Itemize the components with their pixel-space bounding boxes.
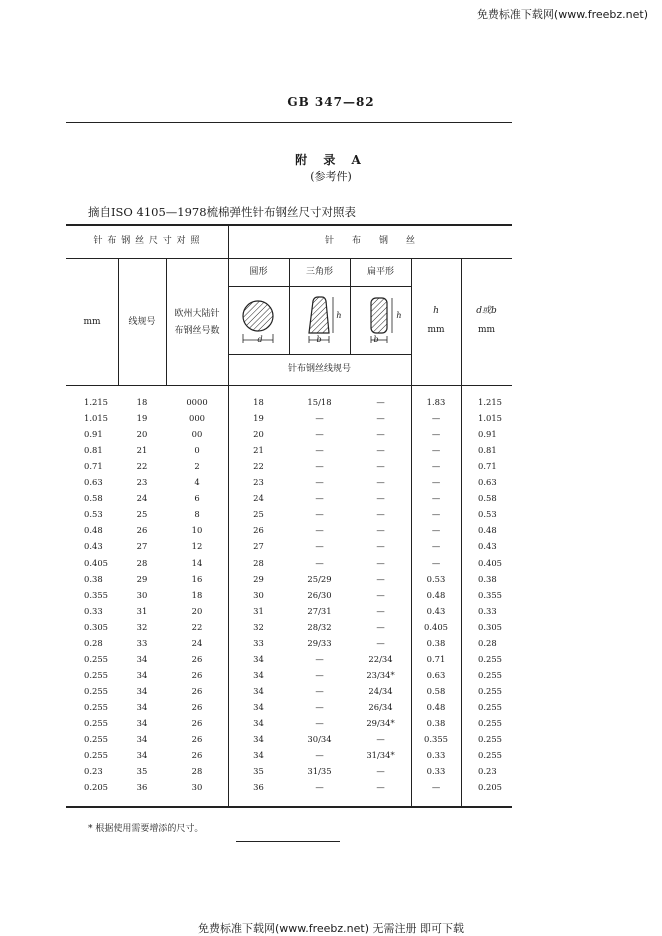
diagram-b-label-triangle: b xyxy=(316,335,322,344)
h-cell: 0.58 xyxy=(426,685,446,696)
gauge-no-cell: 34 xyxy=(136,669,148,680)
european-gauge-cell: 00 xyxy=(191,429,203,440)
dorb-cell: 0.28 xyxy=(478,637,497,648)
wire-gauge-cell: 23 xyxy=(253,477,264,488)
triangle-cell: 29/33 xyxy=(307,637,332,648)
wire-gauge-cell: 34 xyxy=(253,701,264,712)
flat-cell: 23/34* xyxy=(366,669,395,680)
mm-cell: 1.215 xyxy=(84,397,108,407)
wire-gauge-cell: 34 xyxy=(253,718,264,728)
dorb-cell: 1.215 xyxy=(478,397,502,407)
gauge-no-cell: 34 xyxy=(136,718,148,728)
triangle-cell: — xyxy=(315,669,324,680)
group-header-right: 针 布 钢 丝 xyxy=(324,236,415,246)
wire-gauge-cell: 31 xyxy=(253,605,264,616)
col-rule-7 xyxy=(461,258,462,806)
wire-gauge-cell: 25 xyxy=(253,509,264,520)
dorb-cell: 0.43 xyxy=(478,541,497,552)
h-cell: — xyxy=(431,557,441,568)
h-cell: 0.33 xyxy=(426,766,446,777)
h-cell: — xyxy=(431,413,441,424)
european-gauge-cell: 10 xyxy=(191,525,203,536)
dorb-cell: 0.71 xyxy=(478,461,497,472)
european-gauge-cell: 0 xyxy=(194,445,200,456)
diagram-d-label: d xyxy=(257,335,263,344)
flat-cell: — xyxy=(376,605,385,616)
diagram-h-label-flat: h xyxy=(396,311,402,320)
dorb-cell: 0.255 xyxy=(478,685,502,696)
triangle-cell: — xyxy=(315,782,324,793)
gauge-no-cell: 36 xyxy=(136,782,148,793)
dorb-cell: 0.305 xyxy=(478,621,502,632)
flat-cell: — xyxy=(376,557,385,568)
table-caption: 摘自ISO 4105—1978梳棉弹性针布钢丝尺寸对照表 xyxy=(88,205,357,219)
wire-gauge-cell: 30 xyxy=(253,589,264,600)
gauge-no-cell: 34 xyxy=(136,750,148,761)
gauge-no-cell: 34 xyxy=(136,701,148,712)
flat-cell: — xyxy=(376,445,385,456)
triangle-cell: — xyxy=(315,718,324,728)
h-symbol: h xyxy=(433,306,439,316)
mm-cell: 0.255 xyxy=(84,718,108,728)
h-cell: 0.48 xyxy=(426,701,446,712)
dorb-cell: 0.63 xyxy=(478,477,497,488)
triangle-cell: — xyxy=(315,477,324,488)
mm-cell: 0.405 xyxy=(84,557,108,568)
mm-cell: 0.255 xyxy=(84,750,108,761)
european-gauge-cell: 26 xyxy=(191,718,203,728)
european-gauge-cell: 18 xyxy=(191,589,203,600)
european-gauge-cell: 20 xyxy=(191,605,203,616)
triangle-cell: — xyxy=(315,493,324,504)
mm-cell: 0.255 xyxy=(84,734,108,745)
european-gauge-cell: 16 xyxy=(191,573,203,584)
h-cell: — xyxy=(431,429,441,440)
mm-cell: 1.015 xyxy=(84,413,108,424)
gauge-no-cell: 25 xyxy=(136,509,148,520)
dorb-cell: 0.58 xyxy=(478,493,497,504)
dorb-unit: mm xyxy=(477,325,496,335)
mm-header: mm xyxy=(83,317,101,327)
wire-gauge-no-header: 针布钢丝线规号 xyxy=(287,364,351,374)
mm-cell: 0.255 xyxy=(84,701,108,712)
dorb-cell: 0.81 xyxy=(478,445,497,456)
h-cell: 0.355 xyxy=(424,734,448,745)
gauge-no-cell: 31 xyxy=(136,605,148,616)
mm-cell: 0.48 xyxy=(84,525,103,536)
european-gauge-cell: 28 xyxy=(191,766,203,777)
mm-cell: 0.33 xyxy=(84,605,103,616)
header-rule xyxy=(66,122,512,123)
wire-gauge-cell: 18 xyxy=(253,397,264,407)
mm-cell: 0.63 xyxy=(84,477,103,488)
gauge-no-cell: 24 xyxy=(136,493,148,504)
mm-cell: 0.255 xyxy=(84,653,108,664)
mm-cell: 0.23 xyxy=(84,766,103,777)
wire-gauge-cell: 29 xyxy=(253,573,264,584)
mm-cell: 0.91 xyxy=(84,429,103,440)
round-header: 圆形 xyxy=(249,267,268,277)
triangle-cell: 27/31 xyxy=(307,605,332,616)
gauge-no-cell: 20 xyxy=(136,429,148,440)
h-cell: 0.43 xyxy=(426,605,446,616)
flat-cell: — xyxy=(376,734,385,745)
dorb-cell: 0.255 xyxy=(478,653,502,664)
dorb-cell: 0.48 xyxy=(478,525,497,536)
mm-cell: 0.81 xyxy=(84,445,103,456)
triangle-cell: 15/18 xyxy=(307,397,332,407)
triangle-cell: — xyxy=(315,509,324,520)
table-top-rule xyxy=(66,224,512,226)
gauge-no-cell: 35 xyxy=(136,766,148,777)
gauge-no-cell: 32 xyxy=(136,621,148,632)
european-gauge-cell: 26 xyxy=(191,669,203,680)
wire-gauge-cell: 28 xyxy=(253,557,264,568)
diagram-h-label-triangle: h xyxy=(336,311,342,320)
gauge-no-cell: 30 xyxy=(136,589,148,600)
wire-gauge-cell: 34 xyxy=(253,750,264,761)
wire-gauge-cell: 27 xyxy=(253,541,264,552)
european-gauge-cell: 24 xyxy=(191,637,203,648)
h-cell: 0.33 xyxy=(426,750,446,761)
mm-cell: 0.355 xyxy=(84,589,108,600)
wire-gauge-cell: 24 xyxy=(253,493,264,504)
european-gauge-cell: 30 xyxy=(191,782,203,793)
dorb-cell: 0.255 xyxy=(478,718,502,728)
flat-cell: — xyxy=(376,397,385,407)
gauge-no-cell: 27 xyxy=(136,541,148,552)
european-gauge-cell: 26 xyxy=(191,701,203,712)
h-cell: 1.83 xyxy=(426,397,446,407)
triangle-cell: 31/35 xyxy=(307,766,332,777)
wire-gauge-cell: 20 xyxy=(253,429,264,440)
european-gauge-cell: 14 xyxy=(191,557,203,568)
wire-gauge-cell: 21 xyxy=(253,445,264,456)
wire-gauge-cell: 33 xyxy=(253,637,264,648)
mm-cell: 0.38 xyxy=(84,573,103,584)
flat-cell: — xyxy=(376,589,385,600)
triangle-cell: 26/30 xyxy=(307,589,332,600)
flat-cell: — xyxy=(376,621,385,632)
gauge-no-cell: 29 xyxy=(136,573,148,584)
triangle-header: 三角形 xyxy=(305,267,333,277)
dorb-cell: 0.38 xyxy=(478,573,497,584)
european-gauge-cell: 26 xyxy=(191,734,203,745)
triangle-cell: — xyxy=(315,413,324,424)
triangle-cell: — xyxy=(315,445,324,456)
european-gauge-header: 欧州大陆针布钢丝号数 xyxy=(174,309,220,336)
mm-cell: 0.58 xyxy=(84,493,103,504)
h-cell: — xyxy=(431,541,441,552)
triangle-cell: — xyxy=(315,541,324,552)
triangle-cell: — xyxy=(315,685,324,696)
dorb-cell: 0.23 xyxy=(478,766,497,777)
gauge-no-cell: 34 xyxy=(136,653,148,664)
flat-cell: — xyxy=(376,477,385,488)
mm-cell: 0.255 xyxy=(84,685,108,696)
flat-cell: — xyxy=(376,541,385,552)
standard-code: GB 347—82 xyxy=(287,95,375,109)
gauge-no-cell: 19 xyxy=(136,413,148,424)
european-gauge-cell: 2 xyxy=(194,461,200,472)
flat-header: 扁平形 xyxy=(366,267,394,277)
mm-cell: 0.205 xyxy=(84,782,108,793)
european-gauge-cell: 4 xyxy=(194,477,200,488)
triangle-cell: — xyxy=(315,750,324,761)
triangle-cell: 30/34 xyxy=(307,734,332,745)
european-gauge-cell: 12 xyxy=(191,541,203,552)
flat-cell: 31/34* xyxy=(366,750,395,761)
header-bottom-rule xyxy=(66,385,512,386)
triangle-cell: — xyxy=(315,525,324,536)
wire-gauge-cell: 34 xyxy=(253,685,264,696)
flat-cell: — xyxy=(376,493,385,504)
dorb-cell: 0.91 xyxy=(478,429,497,440)
flat-cell: — xyxy=(376,461,385,472)
wire-gauge-cell: 22 xyxy=(253,461,264,472)
h-cell: — xyxy=(431,782,441,793)
h-unit: mm xyxy=(427,325,445,335)
col-rule-2 xyxy=(166,258,167,386)
end-rule xyxy=(236,841,340,842)
triangle-cell: — xyxy=(315,653,324,664)
diagram-b-label-flat: b xyxy=(373,335,379,344)
dorb-cell: 0.355 xyxy=(478,589,502,600)
triangle-cell: — xyxy=(315,701,324,712)
wire-gauge-cell: 34 xyxy=(253,653,264,664)
flat-cell: — xyxy=(376,637,385,648)
dorb-cell: 0.405 xyxy=(478,557,502,568)
table-bottom-rule xyxy=(66,806,512,808)
mm-cell: 0.28 xyxy=(84,637,103,648)
mm-cell: 0.71 xyxy=(84,461,103,472)
flat-cell: 29/34* xyxy=(366,718,395,728)
flat-cell: — xyxy=(376,573,385,584)
wire-gauge-cell: 35 xyxy=(253,766,264,777)
appendix-subtitle: (参考件) xyxy=(310,170,352,183)
mm-cell: 0.43 xyxy=(84,541,103,552)
gauge-no-cell: 34 xyxy=(136,685,148,696)
dorb-cell: 0.255 xyxy=(478,734,502,745)
flat-cell: — xyxy=(376,782,385,793)
h-cell: — xyxy=(431,493,441,504)
flat-cell: 24/34 xyxy=(368,685,393,696)
gauge-no-cell: 23 xyxy=(136,477,148,488)
wire-gauge-cell: 34 xyxy=(253,734,264,745)
dorb-cell: 0.53 xyxy=(478,509,497,520)
european-gauge-cell: 0000 xyxy=(186,397,208,407)
flat-cell: — xyxy=(376,525,385,536)
h-cell: — xyxy=(431,445,441,456)
dorb-cell: 0.205 xyxy=(478,782,502,793)
triangle-cell: 28/32 xyxy=(307,621,332,632)
flat-cell: 22/34 xyxy=(368,653,393,664)
gauge-no-cell: 28 xyxy=(136,557,148,568)
flat-cell: — xyxy=(376,429,385,440)
triangle-cell: — xyxy=(315,461,324,472)
european-gauge-cell: 26 xyxy=(191,653,203,664)
h-cell: — xyxy=(431,461,441,472)
wire-gauge-cell: 19 xyxy=(253,413,264,424)
dorb-cell: 0.255 xyxy=(478,701,502,712)
h-cell: 0.405 xyxy=(424,621,448,632)
wire-gauge-cell: 34 xyxy=(253,669,264,680)
diagram-rule xyxy=(228,354,411,355)
wire-gauge-cell: 26 xyxy=(253,525,264,536)
h-cell: 0.53 xyxy=(426,573,446,584)
h-cell: — xyxy=(431,509,441,520)
h-cell: 0.48 xyxy=(426,589,446,600)
flat-cell: — xyxy=(376,509,385,520)
h-cell: — xyxy=(431,525,441,536)
mm-cell: 0.53 xyxy=(84,509,103,520)
appendix-title: 附 录 A xyxy=(295,153,367,167)
wire-gauge-cell: 36 xyxy=(253,782,264,793)
footnote: * 根据使用需要增添的尺寸。 xyxy=(88,824,204,834)
triangle-cell: — xyxy=(315,429,324,440)
h-cell: 0.38 xyxy=(426,637,446,648)
watermark-bottom: 免费标准下载网(www.freebz.net) 无需注册 即可下载 xyxy=(197,922,465,935)
gauge-no-header: 线规号 xyxy=(128,317,156,327)
group-header-left: 针 布 钢 丝 尺 寸 对 照 xyxy=(93,236,201,246)
european-gauge-cell: 26 xyxy=(191,685,203,696)
mm-cell: 0.305 xyxy=(84,621,108,632)
dorb-cell: 1.015 xyxy=(478,413,502,424)
gauge-no-cell: 33 xyxy=(136,637,148,648)
dorb-cell: 0.33 xyxy=(478,605,497,616)
dorb-cell: 0.255 xyxy=(478,750,502,761)
flat-cell: 26/34 xyxy=(368,701,393,712)
flat-cell: — xyxy=(376,766,385,777)
european-gauge-cell: 6 xyxy=(194,493,200,504)
gauge-no-cell: 18 xyxy=(136,397,148,407)
mm-cell: 0.255 xyxy=(84,669,108,680)
gauge-no-cell: 26 xyxy=(136,525,148,536)
gauge-no-cell: 22 xyxy=(136,461,148,472)
gauge-no-cell: 21 xyxy=(136,445,148,456)
european-gauge-cell: 22 xyxy=(191,621,203,632)
european-gauge-cell: 8 xyxy=(194,509,200,520)
gauge-no-cell: 34 xyxy=(136,734,148,745)
dorb-symbol: d或b xyxy=(476,306,497,316)
watermark-top: 免费标准下载网(www.freebz.net) xyxy=(476,8,648,21)
european-gauge-cell: 000 xyxy=(189,413,205,424)
dorb-cell: 0.255 xyxy=(478,669,502,680)
triangle-cell: — xyxy=(315,557,324,568)
triangle-cell: 25/29 xyxy=(307,573,332,584)
h-cell: — xyxy=(431,477,441,488)
wire-gauge-cell: 32 xyxy=(253,621,264,632)
h-cell: 0.38 xyxy=(426,718,446,728)
flat-cell: — xyxy=(376,413,385,424)
h-cell: 0.71 xyxy=(426,653,446,664)
european-gauge-cell: 26 xyxy=(191,750,203,761)
h-cell: 0.63 xyxy=(426,669,446,680)
